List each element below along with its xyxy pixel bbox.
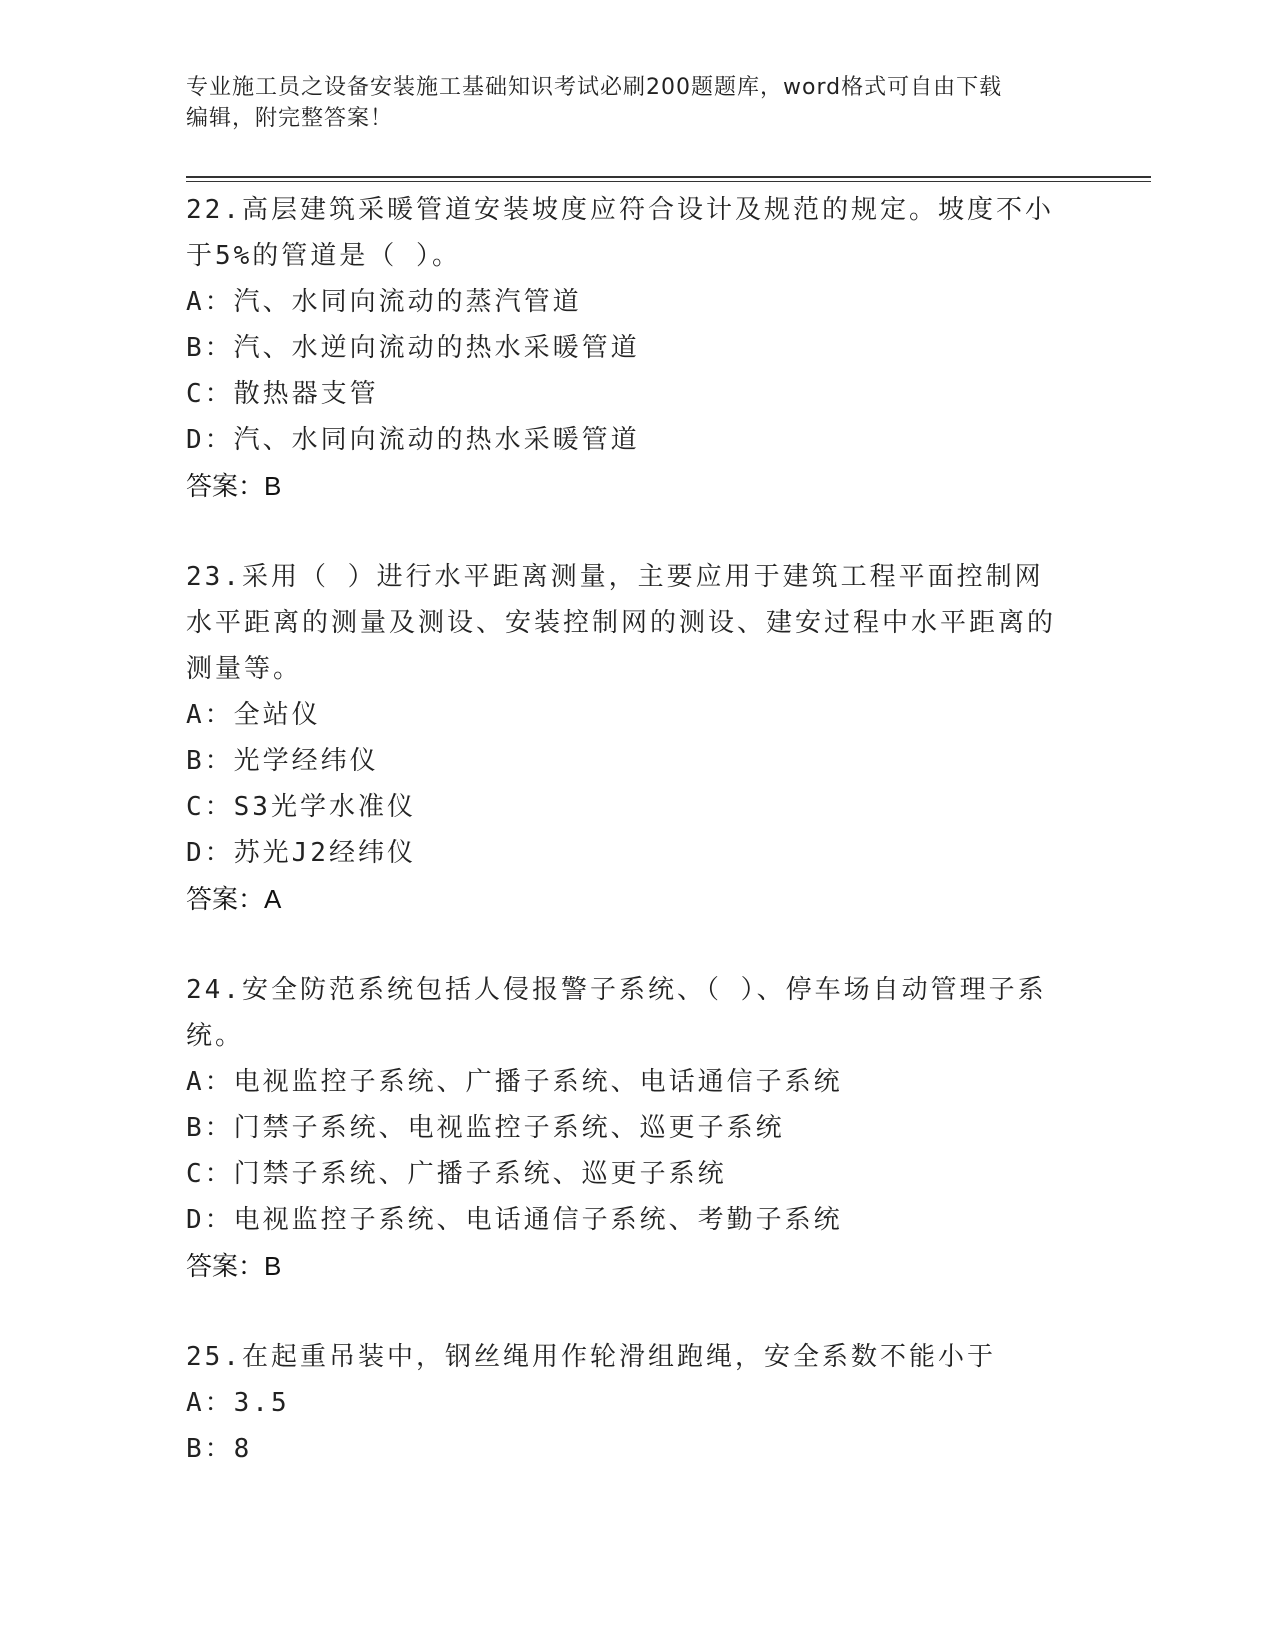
option-a: A：汽、水同向流动的蒸汽管道 (186, 287, 582, 317)
answer: 答案：A (186, 884, 282, 914)
option-d: D：汽、水同向流动的热水采暖管道 (186, 425, 640, 455)
question-stem: 25.在起重吊装中，钢丝绳用作轮滑组跑绳，安全系数不能小于 (186, 1342, 996, 1372)
question-stem: 22.高层建筑采暖管道安装坡度应符合设计及规范的规定。坡度不小于5%的管道是（ ）。 (186, 195, 1054, 271)
question-stem: 23.采用（ ）进行水平距离测量，主要应用于建筑工程平面控制网水平距离的测量及测设、安装控制网的测设、建安过程中水平距离的测量等。 (186, 562, 1057, 684)
option-a: A：电视监控子系统、广播子系统、电话通信子系统 (186, 1067, 843, 1097)
header-line-1: 专业施工员之设备安装施工基础知识考试必刷200题题库，word格式可自由下载 (186, 75, 1003, 100)
header-divider-thin (186, 181, 1151, 182)
question-23 (186, 554, 1066, 922)
option-b: B：门禁子系统、电视监控子系统、巡更子系统 (186, 1113, 785, 1143)
option-a: A：3.5 (186, 1388, 290, 1418)
option-c: C：门禁子系统、广播子系统、巡更子系统 (186, 1159, 727, 1189)
header-divider (186, 176, 1151, 178)
question-24 (186, 967, 1066, 1289)
page-header (186, 72, 1086, 134)
option-c: C：散热器支管 (186, 379, 379, 409)
option-a: A：全站仪 (186, 700, 321, 730)
answer: 答案：B (186, 1251, 282, 1281)
option-c: C：S3光学水准仪 (186, 792, 416, 822)
option-b: B：汽、水逆向流动的热水采暖管道 (186, 333, 640, 363)
header-line-2: 编辑，附完整答案！ (186, 106, 394, 131)
question-stem: 24.安全防范系统包括人侵报警子系统、（ ）、停车场自动管理子系统。 (186, 975, 1047, 1051)
question-list (186, 187, 1066, 1517)
option-b: B：光学经纬仪 (186, 746, 379, 776)
question-25 (186, 1334, 1066, 1472)
question-22 (186, 187, 1066, 509)
option-b: B：8 (186, 1434, 253, 1464)
option-d: D：苏光J2经纬仪 (186, 838, 416, 868)
option-d: D：电视监控子系统、电话通信子系统、考勤子系统 (186, 1205, 843, 1235)
answer: 答案：B (186, 471, 282, 501)
